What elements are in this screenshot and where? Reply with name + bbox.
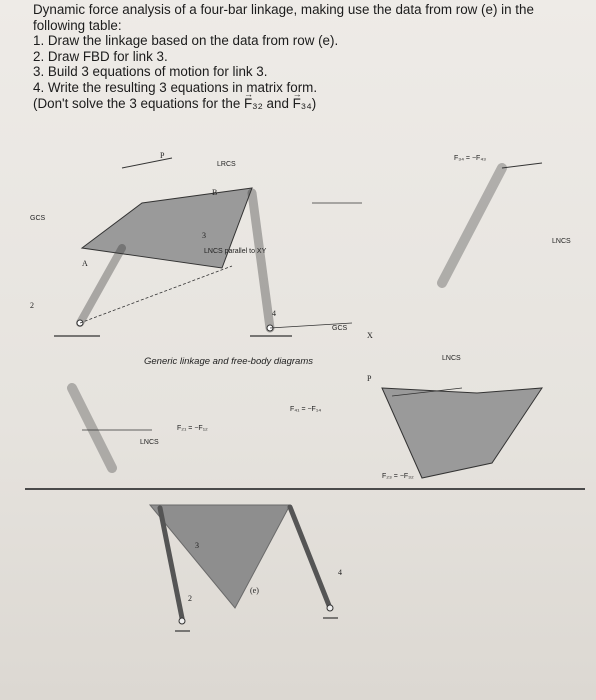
label-p-top: P — [160, 151, 165, 160]
label-2: 2 — [30, 301, 34, 310]
link-4-label: 4 — [338, 568, 342, 577]
problem-item-3: 3. Build 3 equations of motion for link 3. — [33, 64, 268, 80]
problem-item-1: 1. Draw the linkage based on the data from row (e). — [33, 33, 339, 49]
row-e-label: (e) — [250, 586, 259, 595]
label-x: X — [367, 331, 373, 340]
separator-line — [25, 488, 585, 490]
rocker-link — [252, 193, 270, 328]
fbd-diagram — [22, 148, 582, 493]
label-lncs-xy: LNCS parallel to XY — [204, 248, 267, 255]
pivot-o2-bottom — [179, 618, 185, 624]
problem-item-4: 4. Write the resulting 3 equations in matrix form. — [33, 79, 318, 95]
label-lncs-link3: LNCS — [442, 355, 461, 362]
fbd-link4-shape — [442, 168, 502, 283]
label-lrcs: LRCS — [217, 161, 236, 168]
fbd-link4-force — [502, 163, 542, 168]
label-gcs: GCS — [30, 215, 46, 222]
problem-item-2: 2. Draw FBD for link 3. — [33, 48, 168, 64]
fbd-link3-shape — [382, 388, 542, 478]
label-lncs-right: LNCS — [552, 238, 571, 245]
label-3: 3 — [202, 231, 206, 240]
linkage-row-e-drawing — [120, 493, 380, 698]
link-4-rocker — [290, 507, 330, 608]
label-f23-eq: F₂₃ = −F₃₂ — [382, 473, 414, 480]
label-f41-eq: F₄₁ = −F₁₄ — [290, 406, 322, 413]
pivot-o4-bottom — [327, 605, 333, 611]
link-2-label: 2 — [188, 594, 192, 603]
figure-caption: Generic linkage and free-body diagrams — [144, 356, 313, 367]
label-f21-eq: F₂₁ = −F₁₂ — [177, 425, 208, 432]
problem-intro: Dynamic force analysis of a four-bar linkage, making use the data from row (e) in the following table: — [33, 2, 534, 33]
label-4: 4 — [272, 309, 276, 318]
fbd-link2-shape — [72, 388, 112, 468]
label-a: A — [82, 259, 88, 268]
problem-note: (Don't solve the 3 equations for the → F₃₂ and → F₃₄) — [33, 96, 573, 112]
label-b: B — [212, 188, 218, 197]
label-gcs-x: GCS — [332, 325, 348, 332]
problem-statement — [33, 2, 573, 111]
label-lncs-bottom: LNCS — [140, 439, 159, 446]
force-p-arrow — [122, 158, 172, 168]
fbd-figure — [22, 148, 582, 493]
label-p-bottom: P — [367, 374, 372, 383]
label-f34-eq: F₃₄ = −F₄₃ — [454, 155, 487, 162]
link-3-label: 3 — [195, 541, 199, 550]
coupler-link-shape — [82, 188, 252, 268]
